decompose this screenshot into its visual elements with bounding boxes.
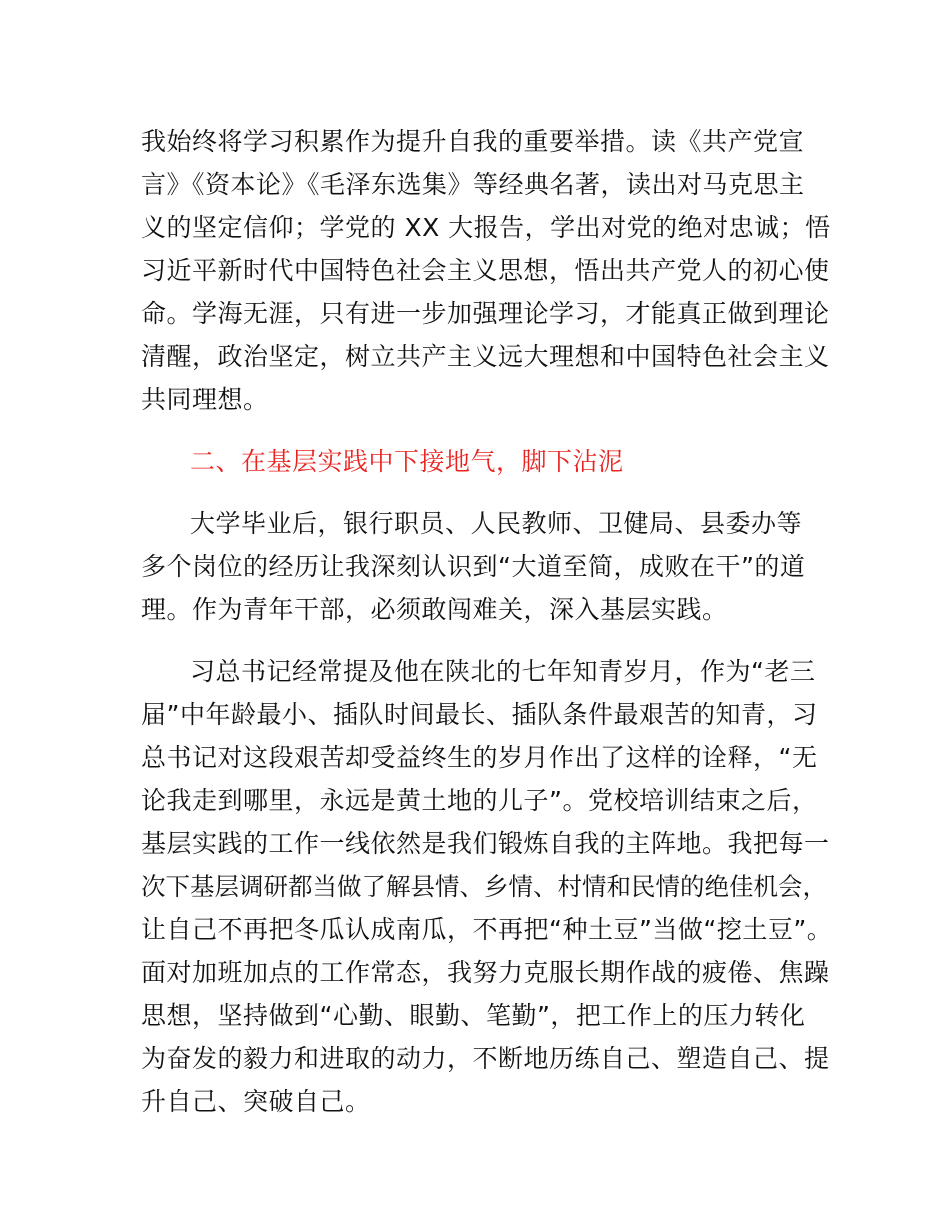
text-line: 总书记对这段艰苦却受益终生的岁月作出了这样的诠释，“无: [141, 743, 818, 772]
text-line: 共同理想。: [141, 385, 269, 414]
text-line: 命。学海无涯，只有进一步加强理论学习，才能真正做到理论: [141, 299, 830, 328]
text-line: 论我走到哪里，永远是黄土地的儿子”。党校培训结束之后，: [141, 786, 818, 815]
section-heading: 二、在基层实践中下接地气，脚下沾泥: [190, 447, 624, 476]
text-line: 理。作为青年干部，必须敢闯难关，深入基层实践。: [141, 595, 728, 624]
text-line: 思想，坚持做到“心勤、眼勤、笔勤”，把工作上的压力转化: [141, 1001, 806, 1030]
text-line: 习近平新时代中国特色社会主义思想，悟出共产党人的初心使: [141, 256, 830, 285]
text-line: 为奋发的毅力和进取的动力，不断地历练自己、塑造自己、提: [141, 1044, 830, 1073]
text-line: 言》《资本论》《毛泽东选集》等经典名著，读出对马克思主: [141, 170, 805, 199]
text-line: 次下基层调研都当做了解县情、乡情、村情和民情的绝佳机会，: [141, 872, 827, 901]
text-line: 义的坚定信仰；学党的 XX 大报告，学出对党的绝对忠诚；悟: [141, 213, 831, 242]
text-line: 面对加班加点的工作常态，我努力克服长期作战的疲倦、焦躁: [141, 958, 830, 987]
text-line: 基层实践的工作一线依然是我们锻炼自我的主阵地。我把每一: [141, 829, 830, 858]
text-line: 升自己、突破自己。: [141, 1087, 371, 1116]
text-line: 习总书记经常提及他在陕北的七年知青岁月，作为“老三: [190, 657, 816, 686]
text-line: 多个岗位的经历让我深刻认识到“大道至简，成败在干”的道: [141, 552, 806, 581]
text-line: 让自己不再把冬瓜认成南瓜，不再把“种土豆”当做“挖土豆”。: [141, 915, 833, 944]
text-line: 清醒，政治坚定，树立共产主义远大理想和中国特色社会主义: [141, 342, 830, 371]
text-line: 我始终将学习积累作为提升自我的重要举措。读《共产党宣: [141, 127, 805, 156]
text-line: 大学毕业后，银行职员、人民教师、卫健局、县委办等: [190, 509, 803, 538]
text-line: 届”中年龄最小、插队时间最长、插队条件最艰苦的知青，习: [141, 700, 818, 729]
